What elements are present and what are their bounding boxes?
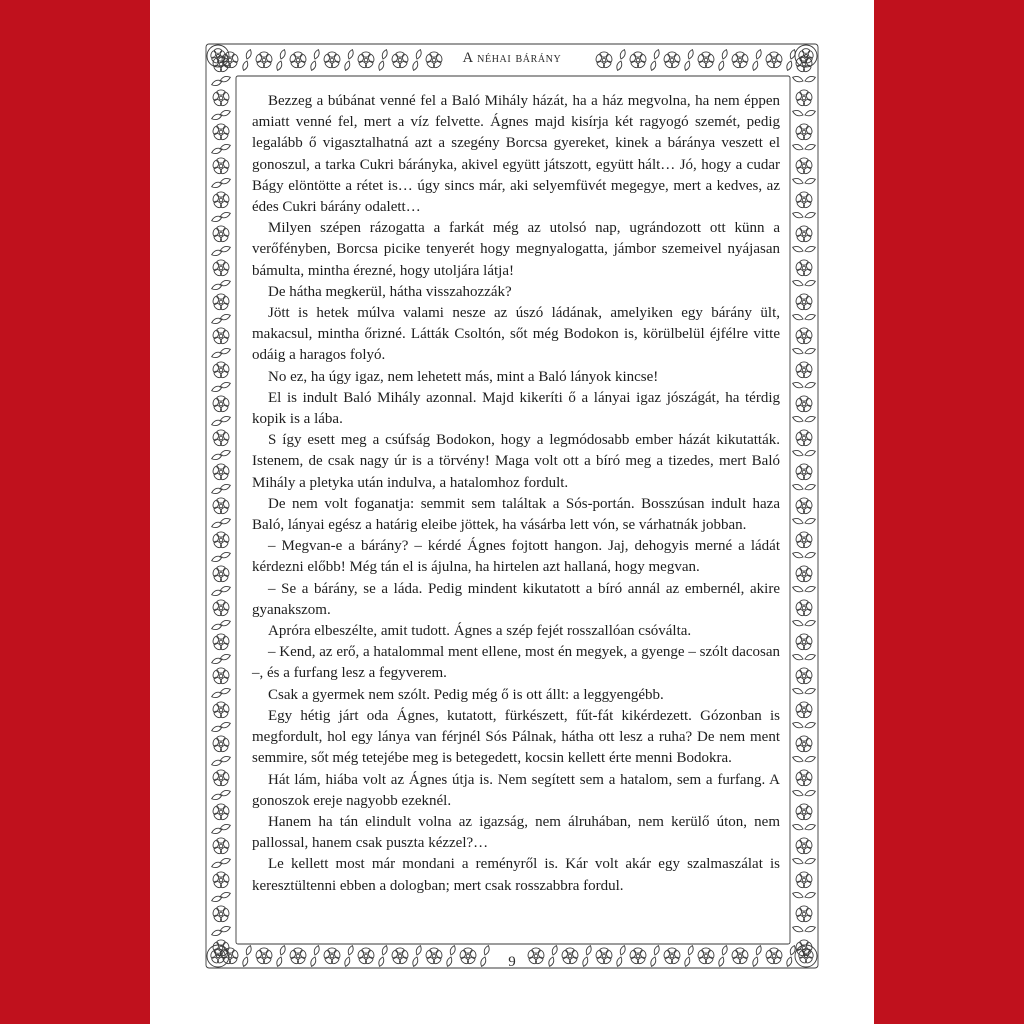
paragraph: Le kellett most már mondani a reményről is. Kár volt akár egy szalmaszálat is keresztültenni ebben a dologban; mert csak rosszabbra fordul.	[252, 856, 780, 894]
paragraph: Hát lám, hiába volt az Ágnes útja is. Nem segített sem a hatalom, sem a furfang. A gonoszok ereje nagyobb ezeknél.	[252, 771, 780, 809]
paragraph: De hátha megkerül, hátha visszahozzák?	[268, 283, 512, 300]
paragraph: Bezzeg a búbánat venné fel a Baló Mihály házát, ha a ház megvolna, ha nem éppen amiatt venné fel, mert a víz felvette. Ágnes majd kisírja két ragyogó szemét, pedig legalább ő vigasztalhatná azt a szegény Borcsa gyereket, kinek a báránya veszett el gonoszul, a tarka Cukri bárányka, akivel együtt játszott, együtt hált… Jó, hogy a cudar Bágy elöntötte a rétet is… úgy sincs már, aki selyemfüvét megegye, mert a kedves, az édes Cukri bárány odalett…	[252, 93, 780, 216]
running-head: A néhai bárány	[462, 50, 562, 66]
paragraph: Jött is hetek múlva valami nesze az úszó ládának, amelyiken egy bárány ült, makacsul, mintha őrizné. Látták Csoltón, sőt még Bodokon is, körülbelül éjfélre vitte odáig a haragos folyó.	[252, 305, 780, 364]
paragraph: De nem volt foganatja: semmit sem találtak a Sós-portán. Bosszúsan indult haza Baló, lányai egész a határig eleibe jöttek, ha vásárba lett vón, se várhatnák jobban.	[252, 495, 780, 534]
paragraph: Milyen szépen rázogatta a farkát még az utolsó nap, ugrándozott ott künn a verőfényben, Borcsa picike tenyerét hogy megnyalogatta, jámbor szemeivel nyájasan bámulta, mintha érezné, hogy utoljára látja!	[252, 220, 780, 279]
paragraph: El is indult Baló Mihály azonnal. Majd kikeríti ő a lányai igaz jószágát, ha térdig kopik is a lába.	[252, 389, 780, 428]
paragraph: Apróra elbeszélte, amit tudott. Ágnes a szép fejét rosszallóan csóválta.	[268, 623, 692, 640]
paragraph: No ez, ha úgy igaz, nem lehetett más, mint a Baló lányok kincse!	[268, 368, 659, 385]
paragraph: S így esett meg a csúfság Bodokon, hogy a legmódosabb ember házát kikutatták. Istenem, de csak nagy úr is a törvény! Maga volt ott a bíró meg a tizedes, mert Baló Mihály a pletyka után indulva, a hatalomhoz fordult.	[252, 432, 780, 491]
paragraph: Hanem ha tán elindult volna az igazság, nem álruhában, nem kerülő úton, nem pallossal, hanem csak puszta kézzel?…	[252, 813, 780, 852]
book-page	[150, 0, 874, 1024]
page-number: 9	[508, 954, 516, 970]
paragraph: – Se a bárány, se a láda. Pedig mindent kikutatott a bíró annál az embernél, akire gyanakszom.	[252, 580, 780, 618]
left-red-band	[0, 0, 150, 1024]
paragraph: Csak a gyermek nem szólt. Pedig még ő is ott állt: a leggyengébb.	[268, 686, 664, 703]
right-red-band	[874, 0, 1024, 1024]
paragraph: Egy hétig járt oda Ágnes, kutatott, fürkészett, fűt-fát kikérdezett. Gózonban is megfordult, hol egy lánya van férjnél Sós Pálnak, hátha ott lesz a ruha? De nem ment semmire, sőt még tetejébe meg is betegedett, kocsin kellett érte menni Bodokra.	[252, 707, 780, 767]
paragraph: – Kend, az erő, a hatalommal ment ellene, most én megyek, a gyenge – szólt dacosan –, és a furfang lesz a fegyverem.	[252, 644, 780, 682]
paragraph: – Megvan-e a bárány? – kérdé Ágnes fojtott hangon. Jaj, dehogyis merné a ládát kérdezni előbb! Még tán el is ájulna, ha hirtelen azt hallaná, hogy megvan.	[252, 538, 780, 576]
body-text	[252, 91, 780, 897]
